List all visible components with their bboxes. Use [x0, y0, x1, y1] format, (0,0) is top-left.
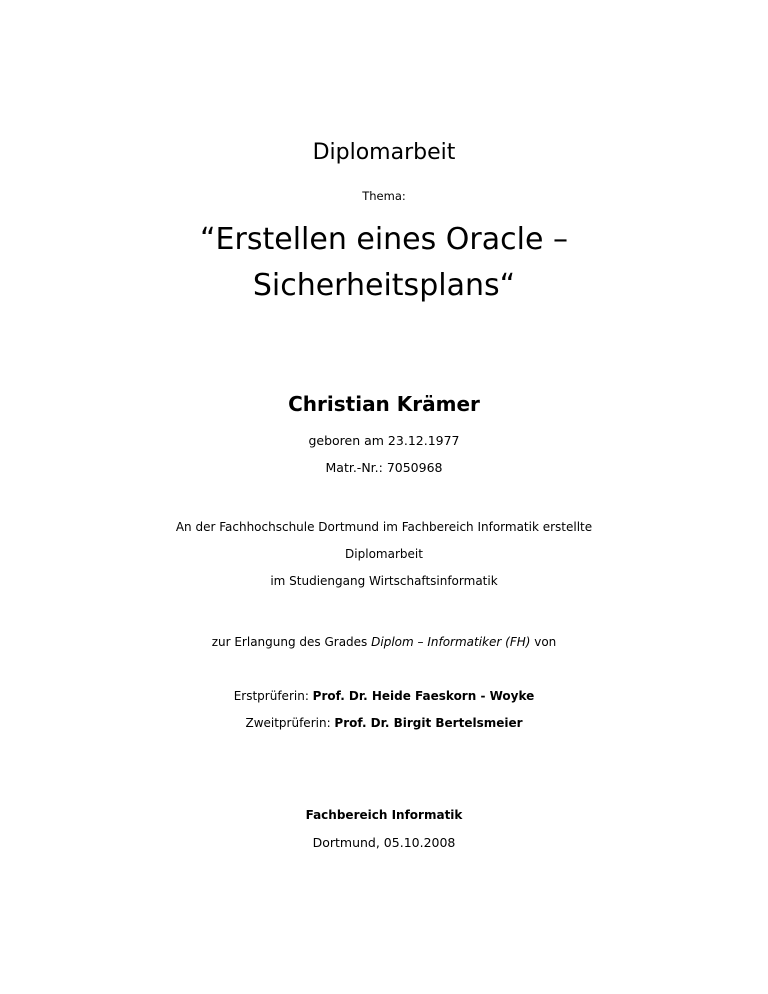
- first-examiner-label: Erstprüferin:: [233, 689, 313, 703]
- matriculation-number: Matr.-Nr.: 7050968: [325, 460, 443, 475]
- degree-prefix: zur Erlangung des Grades: [211, 635, 372, 649]
- degree-title: Diplom – Informatiker (FH): [371, 635, 531, 649]
- second-examiner: [0, 716, 768, 730]
- department: Fachbereich Informatik: [305, 808, 463, 822]
- birth-date: geboren am 23.12.1977: [308, 433, 460, 448]
- first-examiner-name: Prof. Dr. Heide Faeskorn - Woyke: [312, 689, 535, 703]
- second-examiner-name: Prof. Dr. Birgit Bertelsmeier: [334, 716, 523, 730]
- institution-line: An der Fachhochschule Dortmund im Fachbereich Informatik erstellte: [175, 520, 593, 534]
- place-and-date: Dortmund, 05.10.2008: [312, 835, 456, 850]
- author-name: Christian Krämer: [288, 392, 480, 416]
- study-program: im Studiengang Wirtschaftsinformatik: [270, 574, 498, 588]
- topic-label: Thema:: [362, 189, 406, 203]
- second-examiner-label: Zweitprüferin:: [245, 716, 335, 730]
- first-examiner: [0, 689, 768, 703]
- degree-suffix: von: [530, 635, 557, 649]
- thesis-title-line-1: “Erstellen eines Oracle –: [200, 222, 568, 257]
- thesis-title-line-2: Sicherheitsplans“: [252, 268, 516, 303]
- document-type: Diplomarbeit: [312, 140, 456, 165]
- degree-line: [0, 635, 768, 649]
- thesis-word: Diplomarbeit: [345, 547, 423, 561]
